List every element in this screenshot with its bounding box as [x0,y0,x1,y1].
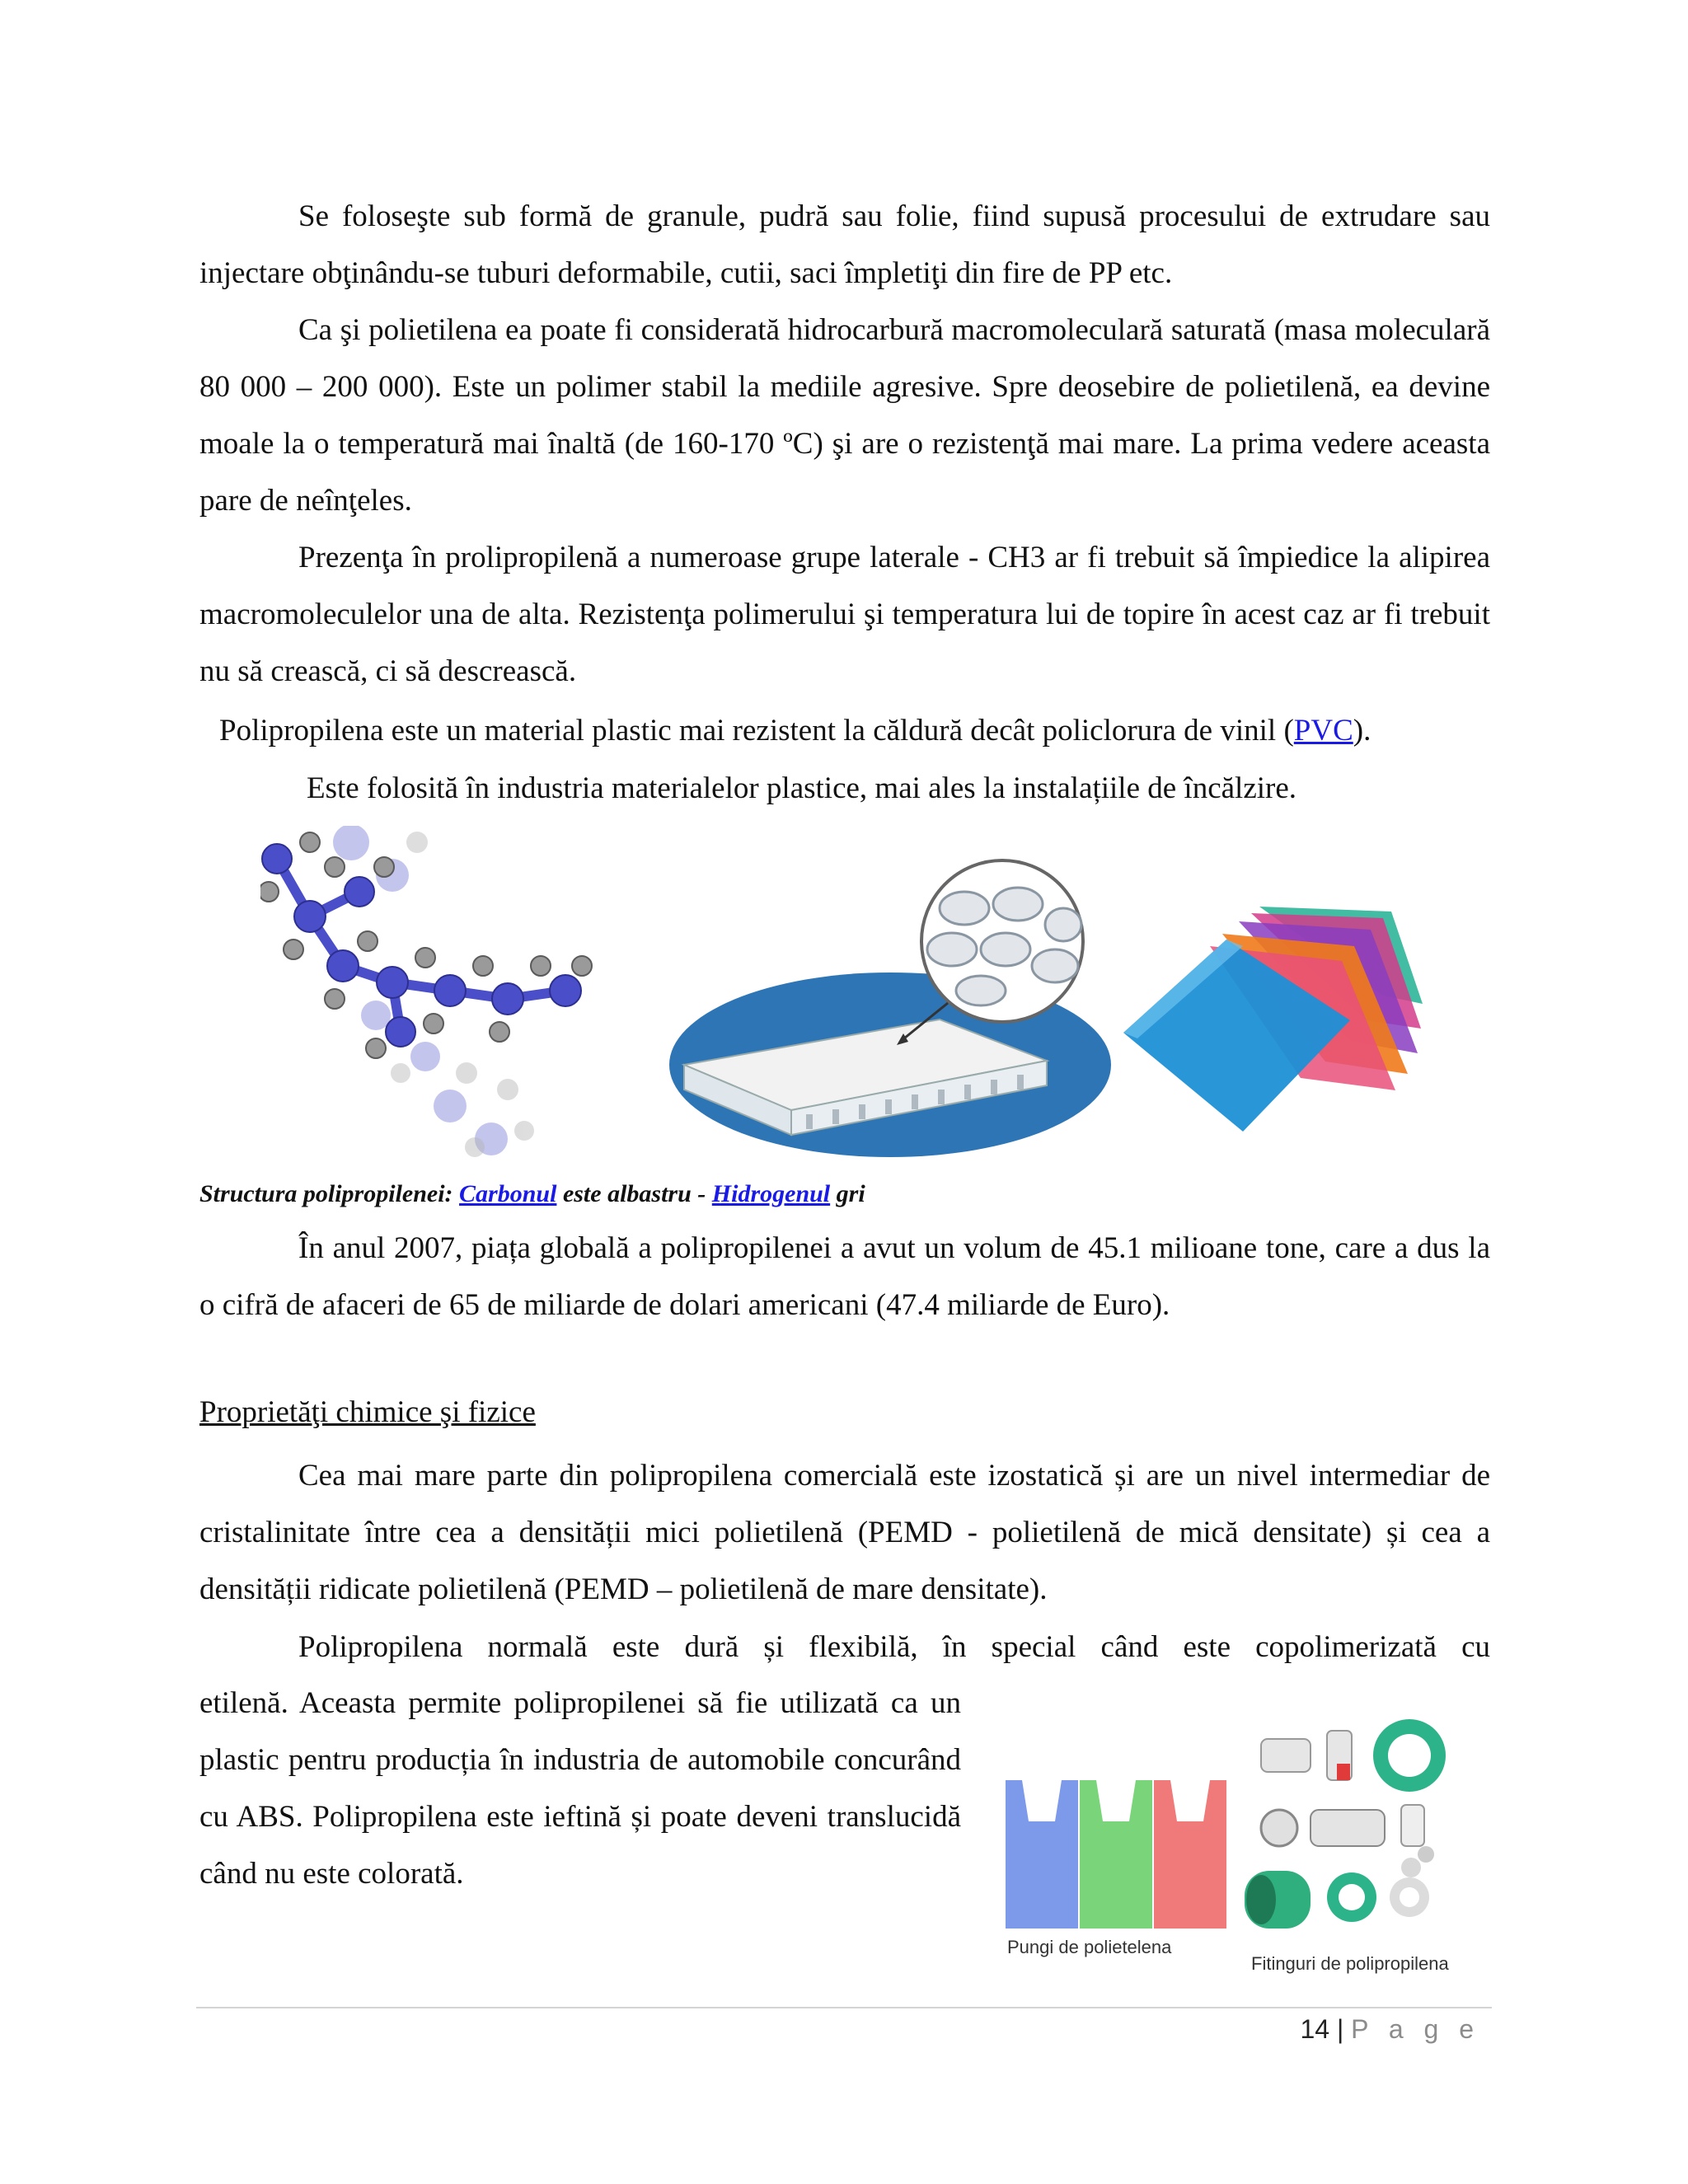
paragraph-flexible-rest: etilenă. Aceasta permite polipropilenei să fie utilizată ca un plastic pentru producția în industria de automobile concurând cu ABS. Polipropilena este ieftină și poate deveni translucidă când nu este colorată. [199,1686,961,1891]
paragraph-form-usage: Se foloseşte sub formă de granule, pudră sau folie, fiind supusă procesului de extrudare sau injectare obţinându-se tuburi deformabile, cutii, saci împletiţi din fire de PP etc. [199,199,1490,290]
page-footer [1300,2014,1480,2045]
pvc-link[interactable]: PVC [1293,714,1353,748]
footer-separator: | [1336,2014,1344,2044]
paragraph-side-groups: Prezenţa în prolipropilenă a numeroase grupe laterale - CH3 ar fi trebuit să împiedice la alipirea macromoleculelor una de alta. Rezistenţa polimerului şi temperatura lui de topire în acest caz ar fi trebuit nu să crească, ci să descrească. [199,541,1490,688]
footer-divider [196,2007,1492,2008]
paragraph-crystallinity: Cea mai mare parte din polipropilena comercială este izostatică și are un nivel intermediar de cristalinitate între cea a densității mici polietilenă (PEMD - polietilenă de mică densitate) și cea a densității ridicate polietilenă (PEMD – polietilenă de mare densitate). [199,1459,1490,1606]
caption-part1: Structura polipropilenei: [199,1180,460,1207]
bags-fittings-image [989,1706,1484,1986]
paragraph-pvc-comparison [219,702,1505,759]
section-heading: Proprietăţi chimice şi fizice [199,1395,536,1429]
bags-label: Pungi de polietelena [1007,1937,1172,1957]
corrugated-board-image [668,859,1113,1160]
paragraph-market: În anul 2007, piața globală a polipropilenei a avut un volum de 45.1 milioane tone, care a dus la o cifră de afaceri de 65 de miliarde de dolari americani (47.4 miliarde de Euro). [199,1231,1490,1322]
paragraph-flexible-first-line: Polipropilena normală este dură și flexibilă, în special când este copolimerizată cu [298,1630,1490,1664]
colored-sheets-image [1119,897,1429,1141]
molecule-structure-image [260,826,597,1162]
paragraph-industry-use: Este folosită în industria materialelor plastice, mai ales la instalațiile de încălzire. [307,771,1297,805]
page-number: 14 [1300,2014,1330,2044]
hydrogen-link[interactable]: Hidrogenul [711,1180,831,1207]
carbon-link[interactable]: Carbonul [459,1180,557,1207]
page-word: P a g e [1351,2014,1480,2044]
fittings-label: Fitinguri de polipropilena [1251,1953,1449,1974]
caption-part2: este albastru - [556,1180,712,1207]
caption-part3: gri [830,1180,865,1207]
pvc-text-before: Polipropilena este un material plastic mai rezistent la căldură decât policlorura de vinil ( [219,714,1294,748]
figure-caption [199,1180,865,1208]
paragraph-polymer-properties: Ca şi polietilena ea poate fi considerată hidrocarbură macromoleculară saturată (masa moleculară 80 000 – 200 000). Este un polimer stabil la mediile agresive. Spre deosebire de polietilenă, ea devine moale la o temperatură mai înaltă (de 160-170 ºC) şi are o rezistenţă mai mare. La prima vedere aceasta pare de neînţeles. [199,313,1490,518]
pvc-text-after: ). [1353,714,1372,748]
